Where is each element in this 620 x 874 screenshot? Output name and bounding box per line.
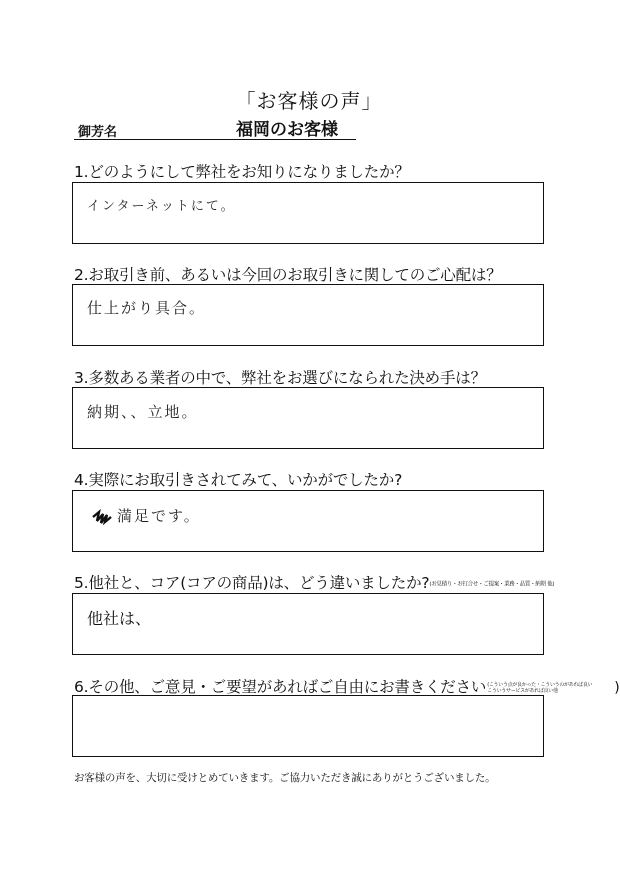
question-5-label xyxy=(74,571,554,593)
question-6-note xyxy=(487,682,592,694)
question-3-label: 3.多数ある業者の中で、弊社をお選びになられた決め手は？ xyxy=(74,369,486,387)
answer-box-2 xyxy=(72,284,544,346)
answer-1-text: インターネットにて。 xyxy=(87,199,236,214)
answer-2-text: 仕上がり具合。 xyxy=(87,299,207,317)
answer-box-5 xyxy=(72,593,544,655)
page-title: 「お客様の声」 xyxy=(235,89,383,113)
answer-4-text: 満足です。 xyxy=(117,507,201,525)
question-6-note-close: ) xyxy=(614,679,620,696)
scribble-mark xyxy=(91,509,113,525)
footer-message: お客様の声を、大切に受けとめていきます。ご協力いただき誠にありがとうございました。 xyxy=(74,772,496,784)
question-2-label: 2.お取引き前、あるいは今回のお取引きに関してのご心配は？ xyxy=(74,266,502,284)
question-6-note-line2: こういうサービスがあれば良い他 xyxy=(487,687,558,694)
question-4-label: 4.実際にお取引きされてみて、いかがでしたか? xyxy=(74,471,403,489)
question-5-note: (お見積り・お打合せ・ご提案・業務・品質・納期 他) xyxy=(429,581,555,588)
answer-5-text: 他社は、 xyxy=(87,609,152,628)
name-underline xyxy=(74,139,356,140)
question-1-label: 1.どのようにして弊社をお知りになりましたか？ xyxy=(74,163,410,181)
answer-box-1 xyxy=(72,182,544,244)
answer-box-4 xyxy=(72,490,544,552)
answer-box-3 xyxy=(72,387,544,449)
answer-4-wrap xyxy=(91,505,201,526)
question-6-label xyxy=(74,675,620,697)
answer-3-text: 納期、、立地。 xyxy=(87,403,199,421)
question-5-text: 5.他社と、コア(コアの商品)は、どう違いましたか? xyxy=(74,574,430,592)
question-6-text: 6.その他、ご意見・ご要望があればご自由にお書きください xyxy=(74,678,487,696)
answer-box-6 xyxy=(72,695,544,757)
question-6-note-line1: (こういう点が良かった・こういうのがあれば良い xyxy=(487,681,593,688)
customer-name: 福岡のお客様 xyxy=(236,120,338,140)
recipient-label: 御芳名 xyxy=(78,125,118,140)
